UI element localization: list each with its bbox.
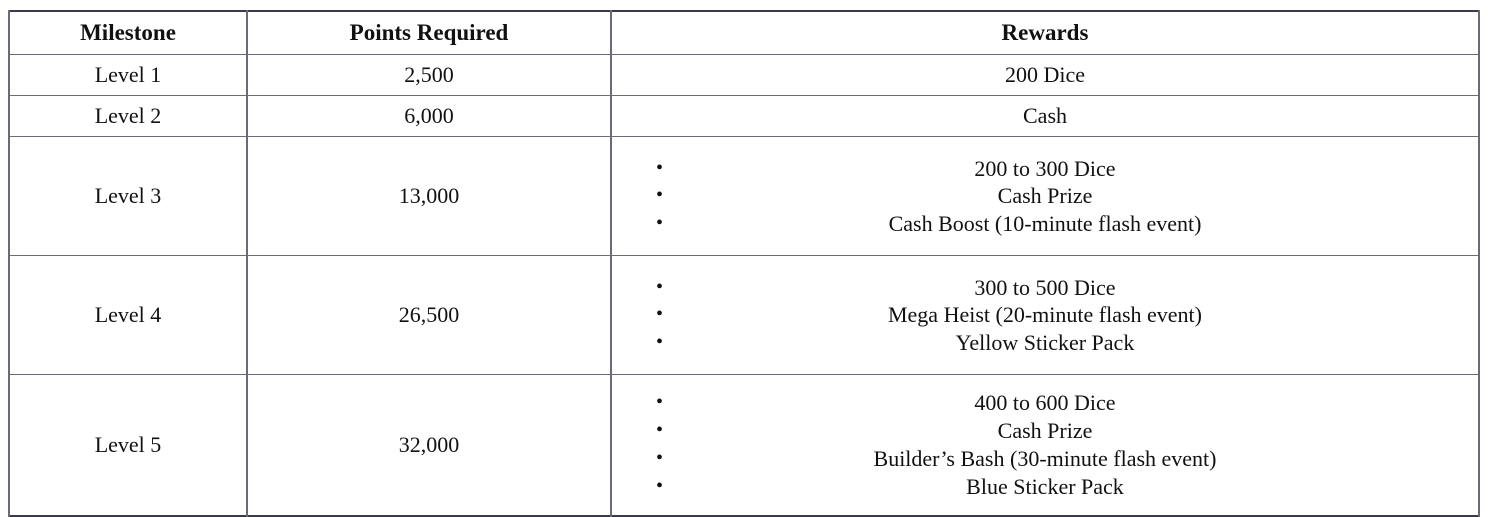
table-row (9, 137, 1479, 256)
list-item (618, 329, 1472, 357)
list-item (618, 389, 1472, 417)
cell-rewards (611, 375, 1479, 516)
reward-text: Cash Prize (997, 183, 1093, 209)
column-header-points-required: Points Required (247, 11, 611, 55)
reward-text: Cash Boost (10-minute flash event) (888, 211, 1202, 237)
bullet-icon: • (656, 391, 664, 414)
reward-text: 200 to 300 Dice (974, 155, 1116, 181)
reward-text: Cash Prize (997, 418, 1093, 444)
cell-rewards (611, 256, 1479, 375)
cell-points: 13,000 (247, 137, 611, 256)
list-item (618, 301, 1472, 329)
reward-text: Cash (1023, 103, 1067, 129)
cell-points: 2,500 (247, 55, 611, 96)
table-row (9, 55, 1479, 96)
table-body (9, 55, 1479, 516)
column-header-milestone: Milestone (9, 11, 247, 55)
bullet-icon: • (656, 447, 664, 470)
list-item (618, 445, 1472, 473)
bullet-icon: • (656, 331, 664, 354)
table-header (9, 11, 1479, 55)
table-row (9, 96, 1479, 137)
list-item (618, 182, 1472, 210)
rewards-list (618, 264, 1472, 368)
reward-text: 400 to 600 Dice (974, 390, 1116, 416)
bullet-icon: • (656, 475, 664, 498)
reward-text: 200 Dice (1004, 62, 1086, 88)
rewards-list (618, 379, 1472, 511)
reward-text: Mega Heist (20-minute flash event) (887, 302, 1202, 328)
list-item (618, 155, 1472, 183)
list-item (618, 210, 1472, 238)
bullet-icon: • (656, 184, 664, 207)
reward-text: Yellow Sticker Pack (955, 330, 1135, 356)
bullet-icon: • (656, 212, 664, 235)
bullet-icon: • (656, 303, 664, 326)
cell-points: 26,500 (247, 256, 611, 375)
bullet-icon: • (656, 156, 664, 179)
reward-text: Builder’s Bash (30-minute flash event) (873, 446, 1217, 472)
milestone-rewards-table (8, 10, 1480, 517)
cell-rewards (611, 55, 1479, 96)
cell-rewards (611, 137, 1479, 256)
cell-milestone: Level 2 (9, 96, 247, 137)
bullet-icon: • (656, 275, 664, 298)
cell-points: 6,000 (247, 96, 611, 137)
cell-points: 32,000 (247, 375, 611, 516)
list-item (618, 417, 1472, 445)
rewards-list (618, 145, 1472, 249)
cell-milestone: Level 3 (9, 137, 247, 256)
reward-text: 300 to 500 Dice (974, 274, 1116, 300)
cell-milestone: Level 1 (9, 55, 247, 96)
list-item (618, 473, 1472, 501)
table-row (9, 375, 1479, 516)
bullet-icon: • (656, 419, 664, 442)
cell-milestone: Level 4 (9, 256, 247, 375)
cell-rewards (611, 96, 1479, 137)
table-header-row (9, 11, 1479, 55)
cell-milestone: Level 5 (9, 375, 247, 516)
reward-text: Blue Sticker Pack (966, 474, 1124, 500)
table-row (9, 256, 1479, 375)
list-item (618, 274, 1472, 302)
column-header-rewards: Rewards (611, 11, 1479, 55)
